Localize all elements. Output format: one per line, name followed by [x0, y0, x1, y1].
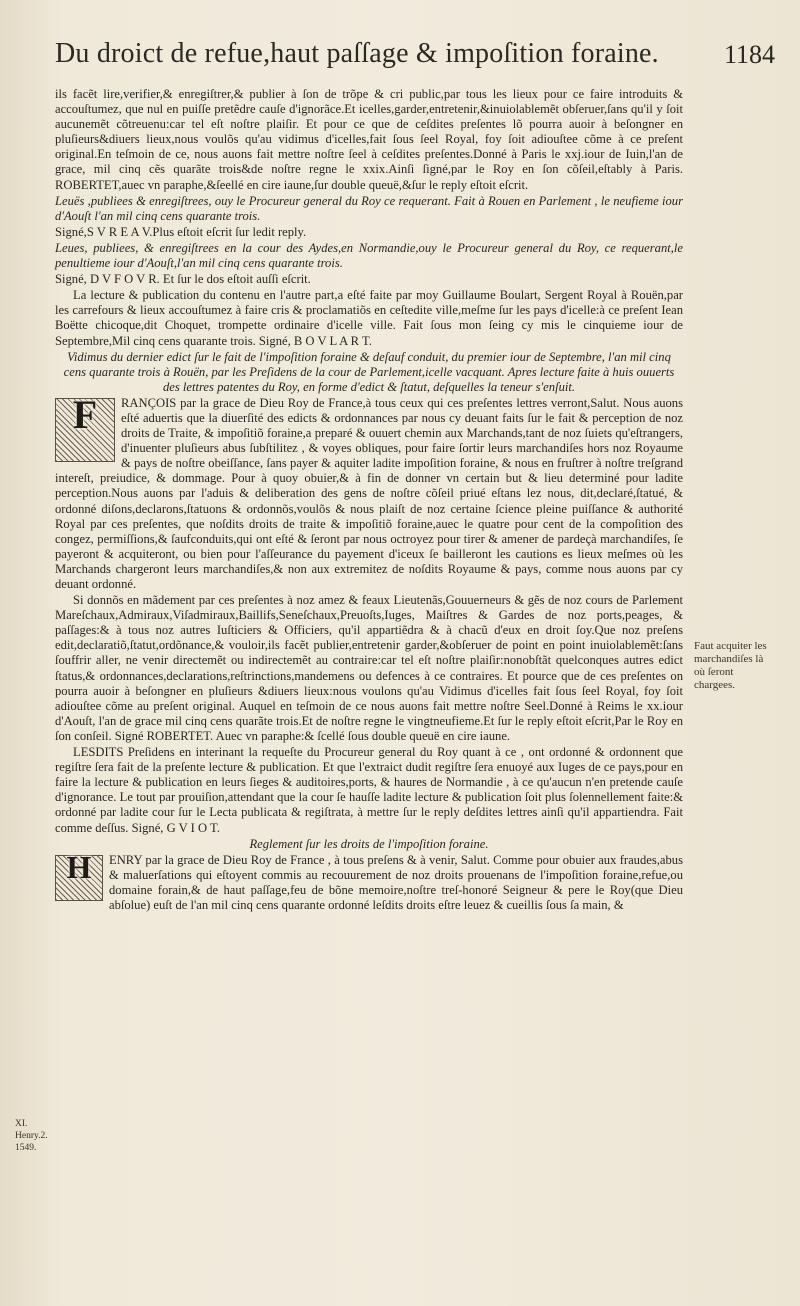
paragraph-registration-aydes: Leues, publiees, & enregiſtrees en la cour des Aydes,en Normandie,ouy le Procureur general du Roy, ce requerant,le penultieme iour d'Aouſt,l'an mil cinq cens quarante trois.	[55, 240, 683, 271]
margin-note-right: Faut acquiter les marchandiſes là où ſeront chargees.	[694, 640, 767, 691]
decree-henry	[55, 848, 683, 913]
running-header	[55, 38, 775, 78]
section-heading-vidimus: Vidimus du dernier edict ſur le fait de l'impoſition foraine & deſauf conduit, du premier iour de Septembre, l'an mil cinq cens quarante trois à Rouën, par les Preſidens de la cour de Parlement,icelle vacquant. Apres lecture faite à huis ouuerts des lettres patentes du Roy, en forme d'edict & ſtatut, deſquelles la teneur s'enſuit.	[63, 349, 675, 394]
decree-henry-text: ENRY par la grace de Dieu Roy de France , à tous preſens & à venir, Salut. Comme pour obuier aux fraudes,abus & maluerſations qui eſtoyent commis au recouurement de noz droits prouenans de l'impoſition foraine,refue,ou domaine forain,& de haut paſſage,feu de bõne memoire,noſtre treſ-honoré Seigneur & pere le Roy(que Dieu abſolue) euſt de l'an mil cinq cens quarante ordonné leſdits droits eſtre leuez & cueillis ſous ſa main, &	[109, 852, 683, 912]
dropcap-initial-f: F	[55, 398, 115, 462]
header-title: Du droict de refue,haut paſſage & impoſition foraine.	[55, 38, 659, 69]
page-number: 1184	[723, 40, 775, 69]
paragraph-publication: La lecture & publication du contenu en l'autre part,a eſté faite par moy Guillaume Boulart, Sergent Royal à Rouën,par les carrefours & lieux accouſtumez à faire cris & proclamatiõs en ceſtedite ville,meſme ſur les pays d'icelle:à ce preſent Iean Boëtte chicoque,dit Choquet, trompette ordinaire d'icelle ville. Fait ſous mon ſeing cy mis le cinquieme iour de Septembre,Mil cinq cens quarante trois. Signé, B O V L A R T.	[55, 288, 683, 348]
paragraph-signature-sureau: Signé,S V R E A V.Plus eſtoit eſcrit ſur ledit reply.	[55, 224, 307, 239]
decree-francois-text: RANÇOIS par la grace de Dieu Roy de France,à tous ceux qui ces preſentes lettres verront,Salut. Nous auons eſté aduertis que la diuerſité des edicts & ordonnances par nous cy deuant faits ſur le fait & perception de noz droits de Traite, & impoſitiõ foraine,a preparé & ouuert chemin aux Marchands,tant de noz ſuiets qu'eſtrangers, d'inuenter pluſieurs abus ſubſtilitez , & voyes obliques, pour faire ſortir leurs marchandiſes hors noz Royaume & pays de noſtre obeiſſance, ſans payer & aquiter ladite impoſition foraine, & nous en fruſtrer à noſtre treſgrand intereſt, preiudice, & dommage. Pour à quoy obuier,& à fin de donner vn certain but & lieu determiné pour ladite perception.Nous auons par l'aduis & deliberation des gens de noſtre cõſeil priué eſtans lez nous, dit,declaré,ſtatué, & ordonné diſons,declarons,ſtatuons & ordonnõs,voulõs & nous plaiſt de noz certaine ſcience pleine puiſſance & authorité Royal par ces preſentes, que noſdits droits de traite & impoſitiõ foraine,auec le quatre pour cent de la compoſition des congez, permiſſions,& ſaufconduits,qui ont eſté & ſeront par nous octroyez pour tirer & amener de pardeçà marchandiſes, ſe payeront & acquiteront, ou bien pour l'aſſeurance du payement d'iceux ſe bailleront les cautions es lieux meſmes où les Marchands chargeront leurs marchandiſes,& non aux extremitez de noſdits Royaume & pays, comme nous auons par cy deuant ordonné.	[55, 395, 683, 591]
decree-francois	[55, 391, 683, 592]
paragraph-presidens: LESDITS Preſidens en interinant la requeſte du Procureur general du Roy quant à ce , ont ordonné & ordonnent que regiſtre ſera fait de la preſente lecture & publication. Et que l'extraict dudit regiſtre ſera enuoyé aux Iuges de ce pays,pour en faire la lecture & publication en leurs ſieges & auditoires,ports, & haures de Normandie , à ce qu'aucun n'en pretende cauſe d'ignorance. Le tout par prouiſion,attendant que la cour ſe hauſſe ladite lecture & publication ſoit plus ſolennellement faite:& ordonné par ladite cour ſur le Lecta publicata & regiſtrata, à mettre ſur le reply deſdites lettres ainſi qu'il appartiendra. Fait comme deſſus. Signé, G V I O T.	[55, 745, 683, 835]
section-heading-reglement: Reglement ſur les droits de l'impoſition foraine.	[249, 836, 489, 851]
paragraph-intro: ils facẽt lire,verifier,& enregiſtrer,& publier à ſon de trõpe & cri public,par tous les lieux pour ce faire introduits & accouſtumez, que nul en puiſſe pretẽdre cauſe d'ignorãce.Et icelles,garder,entretenir,&inuiolablemẽt obſeruer,ſans qu'il y ſoit aucunemẽt cõtreuenu:car tel eſt noſtre plaiſir. Et pour ce que de ceſdites preſentes lõ pourra auoir à beſongner en pluſieurs&diuers lieux,nous voulõs qu'au vidimus d'icelles,fait ſous ſeel Royal, foy ſoit adiouſtee cõme à ce preſent original.En teſmoin de ce, nous auons fait mettre noſtre ſeel à ceſdites preſentes.Donné à Paris le xxj.iour de Iuin,l'an de grace, mil cinq cẽs quarãte trois&de noſtre regne le xxix.Ainſi ſigné,par le Roy en ſon cõſeil,eſtably à Paris. ROBERTET,auec vn paraphe,&ſeellé en cire iaune,ſur double queuë,&ſur le reply eſtoit eſcrit.	[55, 87, 683, 192]
document-body	[55, 87, 683, 914]
margin-note-left: XI. Henry.2. 1549.	[15, 1119, 48, 1153]
paragraph-registration-parlement: Leuës ,publiees & enregiſtrees, ouy le Procureur general du Roy ce requerant. Fait à Rouen en Parlement , le neufieme iour d'Aouſt l'an mil cinq cens quarante trois.	[55, 193, 683, 223]
bottom-margin	[0, 1218, 800, 1306]
dropcap-initial-h: H	[55, 855, 103, 901]
paragraph-signature-dufour: Signé, D V F O V R. Et ſur le dos eſtoit auſſi eſcrit.	[55, 272, 311, 287]
paragraph-mandement: Si donnõs en mãdement par ces preſentes à noz amez & feaux Lieutenãs,Gouuerneurs & gẽs de noz cours de Parlement Mareſchaux,Admiraux,Viſadmiraux,Baillifs,Seneſchaux,Preuoſts,Iuges, Maiſtres & Gardes de noz ports,peages, & paſſages:& à tous noz autres Iuſticiers & Officiers, qu'il appartiẽdra & à chacũ d'eux en droit ſoy.Que noz preſens edit,declaratiõ,ſtatut,ordõnance,& vouloir,ils facẽt publier,entretenir garder,&obſeruer de point en point inuiolablemẽt:ſans ſouffrir aller, ne venir directemẽt ou indirectemẽt au contraire:car tel eſt noſtre plaiſir:nonobſtãt quelconques autres edict ſtatus,& ordonnances,declarations,reſtrinctions,mandemens ou defences à ce contraires. Et pource que de ces preſentes on pourra auoir à beſongner en pluſieurs &diuers lieux:nous voulons qu'au Vidimus d'icelles fait ſous ſeel Royal, foy ſoit adiouſtee cõme au preſent original. Auquel en teſmoin de ce nous auons fait mettre noſtre Seel.Donné à Reims le xx.iour d'Aouſt, l'an de grace mil cinq cens quarãte trois.Et de noſtre regne le vingtneufieme.Et ſur le reply eſtoit eſcrit,Par le Roy en ſon conſeil. Signé ROBERTET. Auec vn paraphe:& ſcellé ſous double queuë en cire iaune.	[55, 593, 683, 743]
